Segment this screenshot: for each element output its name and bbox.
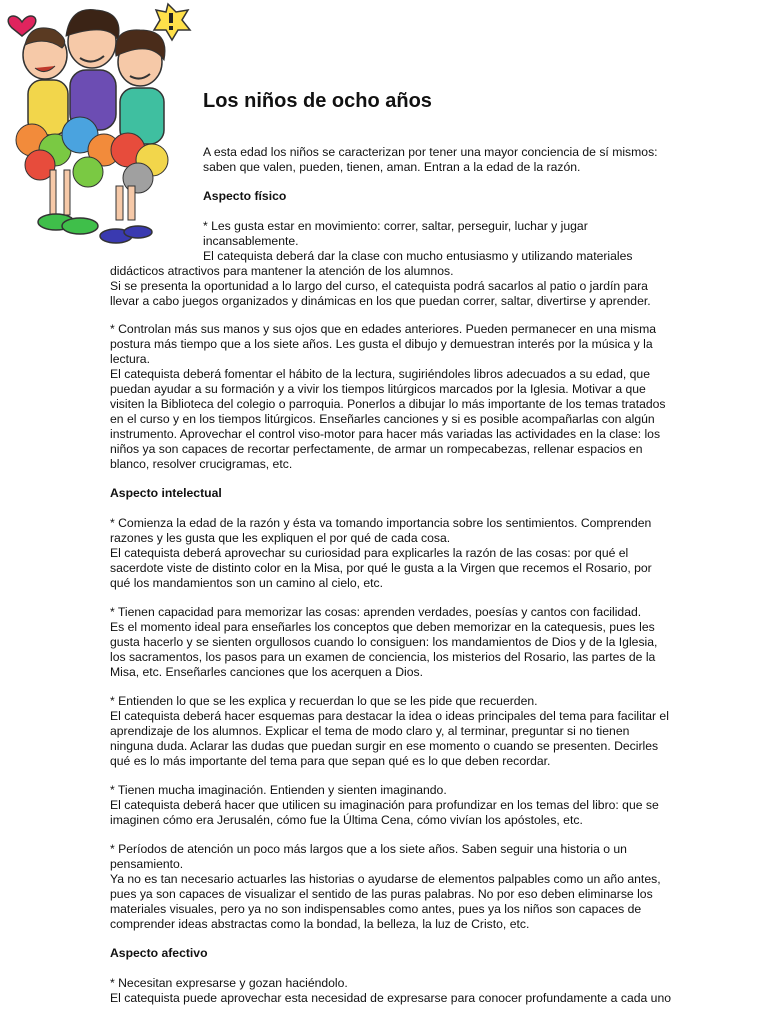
fisico-paragraph-2: * Controlan más sus manos y sus ojos que en edades anteriores. Pueden permanecer en una misma postura más tiempo que a los siete años. Les gusta el dibujo y demuestran interés por la música y la lectura. El catequista deberá fomentar el hábito de la lectura, sugiriéndoles libros adecuados a su edad, que puedan ayudar a su formación y a vivir los tiempos litúrgicos marcados por la Iglesia. Motivar a que visiten la Biblioteca del colegio o parroquia. Ponerlos a dibujar lo más importante de los temas tratados en el curso y en los tiempos litúrgicos. Enseñarles canciones y si es posible acompañarlas con algún instrumento. Aprovechar el control viso-motor para hacer más variadas las actividades en la clase: los niños ya son capaces de recortar perfectamente, de armar un rompecabezas, rellenar espacios en blanco, resolver crucigramas, etc. [110, 322, 666, 471]
afectivo-paragraph-1: * Necesitan expresarse y gozan haciéndolo. El catequista puede aprovechar esta necesidad de expresarse para conocer profundamente a cada uno [110, 976, 671, 1005]
intelectual-paragraph-1: * Comienza la edad de la razón y ésta va tomando importancia sobre los sentimientos. Comprenden razones y les gusta que les expliquen el por qué de cada cosa. El catequista deberá aprovechar su curiosidad para explicarles la razón de las cosas: por qué el sacerdote viste de distinto color en la Misa, por qué le gusta a la Virgen que recemos el Rosario, por qué los mandamientos son un camino al cielo, etc. [110, 516, 652, 590]
intelectual-paragraph-3: * Entienden lo que se les explica y recuerdan lo que se les pide que recuerden. El catequista deberá hacer esquemas para destacar la idea o ideas principales del tema para facilitar el aprendizaje de los alumnos. Explicar el tema de modo claro y, al terminar, preguntar si no tienen ninguna duda. Aclarar las dudas que puedan surgir en ese momento o cuando se presenten. Decirles qué es lo más importante del tema para que sepan qué es lo que deben recordar. [110, 694, 669, 768]
heading-aspecto-afectivo: Aspecto afectivo [110, 946, 208, 960]
heading-aspecto-fisico: Aspecto físico [203, 189, 287, 203]
fisico-paragraph-1: * Les gusta estar en movimiento: correr, saltar, perseguir, luchar y jugar incansablemente. El catequista deberá dar la clase con mucho entusiasmo y utilizando materiales [203, 219, 633, 263]
fisico-paragraph-1-continued: didácticos atractivos para mantener la atención de los alumnos. Si se presenta la oportunidad a lo largo del curso, el catequista podrá sacarlos al patio o jardín para llevar a cabo juegos organizados y dinámicas en los que puedan correr, saltar, divertirse y aprender. [110, 264, 651, 308]
intelectual-paragraph-5: * Períodos de atención un poco más largos que a los siete años. Saben seguir una historia o un pensamiento. Ya no es tan necesario actuarles las historias o ayudarse de elementos palpables como un año antes, pues ya son capaces de visualizar el sentido de las puras palabras. No por eso deben eliminarse los materiales visuales, pero ya no son indispensables como antes, pues ya los niños son capaces de comprender ideas abstractas como la bondad, la belleza, la luz de Cristo, etc. [110, 842, 661, 931]
heading-aspecto-intelectual: Aspecto intelectual [110, 486, 222, 500]
page-title: Los niños de ocho años [203, 90, 432, 112]
intelectual-paragraph-2: * Tienen capacidad para memorizar las cosas: aprenden verdades, poesías y cantos con facilidad. Es el momento ideal para enseñarles los conceptos que deben memorizar en la catequesis, pues les gusta hacerlo y se sienten orgullosos cuando lo consiguen: los mandamientos de Dios y de la Iglesia, los sacramentos, los pasos para un examen de conciencia, los misterios del Rosario, las partes de la Misa, etc. Enseñarles canciones que los acerquen a Dios. [110, 605, 658, 679]
children-illustration [0, 0, 200, 250]
intelectual-paragraph-4: * Tienen mucha imaginación. Entienden y sienten imaginando. El catequista deberá hacer que utilicen su imaginación para profundizar en los temas del libro: que se imaginen cómo era Jerusalén, cómo fue la Última Cena, cómo vivían los apóstoles, etc. [110, 783, 659, 827]
intro-paragraph: A esta edad los niños se caracterizan por tener una mayor conciencia de sí mismos: saben que valen, pueden, tienen, aman. Entran a la edad de la razón. [203, 145, 658, 174]
